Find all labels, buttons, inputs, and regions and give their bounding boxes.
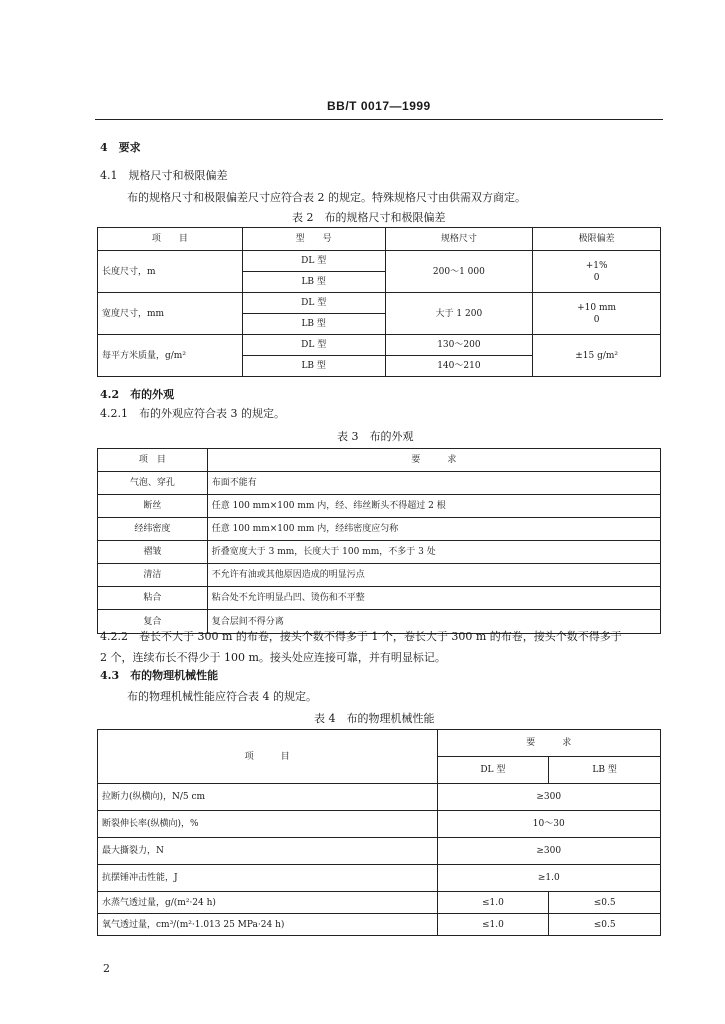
section-4-3-title: 4.3 布的物理机械性能 (100, 669, 219, 682)
table-3-requirement: 复合层间不得分离 (207, 610, 660, 634)
table-2-caption: 表 2 布的规格尺寸和极限偏差 (292, 211, 446, 224)
deviation-upper: +1% (585, 260, 608, 271)
deviation-upper: +10 mm (577, 302, 617, 313)
table-2-spec: 200～1 000 (385, 251, 533, 293)
deviation-lower: 0 (593, 314, 600, 325)
table-3-item: 气泡、穿孔 (98, 472, 208, 495)
table-3 (97, 448, 661, 634)
table-2-header-item: 项 目 (98, 228, 243, 251)
table-2-item: 宽度尺寸，mm (98, 293, 243, 335)
table-4-value: ≥300 (437, 838, 660, 865)
table-3-item: 粘合 (98, 587, 208, 610)
table-2-header-spec: 规格尺寸 (385, 228, 533, 251)
table-2-item: 每平方米质量，g/m² (98, 335, 243, 377)
table-4-value-dl: ≤1.0 (437, 892, 549, 914)
section-4-title: 4 要求 (100, 141, 141, 154)
table-2-deviation: ±15 g/m² (533, 335, 661, 377)
table-3-item: 断丝 (98, 495, 208, 518)
table-4-item: 断裂伸长率(纵横向)，% (98, 811, 438, 838)
table-4-item: 最大撕裂力，N (98, 838, 438, 865)
table-2-type: DL 型 (242, 251, 385, 272)
table-3-requirement: 任意 100 mm×100 mm 内，经、纬丝断头不得超过 2 根 (207, 495, 660, 518)
table-2-deviation (533, 251, 661, 293)
table-4-value: 10～30 (437, 811, 660, 838)
table-2-spec: 大于 1 200 (385, 293, 533, 335)
table-4-item: 拉断力(纵横向)，N/5 cm (98, 784, 438, 811)
table-2 (97, 227, 661, 377)
table-4-value-dl: ≤1.0 (437, 914, 549, 936)
table-3-requirement: 折叠宽度大于 3 mm，长度大于 100 mm，不多于 3 处 (207, 541, 660, 564)
table-2-type: DL 型 (242, 293, 385, 314)
table-2-header-deviation: 极限偏差 (533, 228, 661, 251)
table-3-item: 褶皱 (98, 541, 208, 564)
table-3-caption: 表 3 布的外观 (337, 430, 414, 443)
table-4 (97, 729, 661, 936)
table-3-item: 经纬密度 (98, 518, 208, 541)
table-2-type: LB 型 (242, 272, 385, 293)
table-3-header-requirement: 要 求 (207, 449, 660, 472)
table-4-value: ≥1.0 (437, 865, 660, 892)
table-3-item: 复合 (98, 610, 208, 634)
table-4-caption: 表 4 布的物理机械性能 (314, 712, 435, 725)
table-3-requirement: 布面不能有 (207, 472, 660, 495)
table-4-item: 水蒸气透过量，g/(m²·24 h) (98, 892, 438, 914)
section-4-2-title: 4.2 布的外观 (100, 388, 175, 401)
table-3-requirement: 粘合处不允许明显凸凹、烫伤和不平整 (207, 587, 660, 610)
table-4-item: 抗摆锤冲击性能，J (98, 865, 438, 892)
section-4-2-2-line-2: 2 个，连续布长不得少于 100 m。接头处应连接可靠，并有明显标记。 (100, 651, 446, 664)
table-2-type: LB 型 (242, 314, 385, 335)
table-4-item: 氧气透过量，cm³/(m²·1.013 25 MPa·24 h) (98, 914, 438, 936)
table-4-value-lb: ≤0.5 (549, 914, 661, 936)
table-2-item: 长度尺寸，m (98, 251, 243, 293)
table-2-spec: 130～200 (385, 335, 533, 356)
deviation-lower: 0 (593, 272, 600, 283)
table-4-header-lb: LB 型 (549, 757, 661, 784)
table-4-header-requirement: 要 求 (437, 730, 660, 757)
section-4-3-body: 布的物理机械性能应符合表 4 的规定。 (127, 690, 317, 703)
section-4-2-2-line-1: 4.2.2 卷长不大于 300 m 的布卷，接头个数不得多于 1 个，卷长大于 300 m 的布卷，接头个数不得多于 (100, 630, 622, 643)
standard-header: BB/T 0017—1999 (327, 99, 431, 113)
table-2-type: DL 型 (242, 335, 385, 356)
table-3-item: 清洁 (98, 564, 208, 587)
table-2-deviation (533, 293, 661, 335)
page-number: 2 (103, 962, 110, 975)
table-4-value-lb: ≤0.5 (549, 892, 661, 914)
section-4-2-1: 4.2.1 布的外观应符合表 3 的规定。 (100, 407, 285, 420)
section-4-1-title: 4.1 规格尺寸和极限偏差 (100, 169, 228, 182)
table-2-spec: 140～210 (385, 356, 533, 377)
header-rule (95, 119, 663, 120)
section-4-1-body: 布的规格尺寸和极限偏差尺寸应符合表 2 的规定。特殊规格尺寸由供需双方商定。 (127, 191, 526, 204)
table-2-type: LB 型 (242, 356, 385, 377)
table-4-header-item: 项 目 (98, 730, 438, 784)
table-3-header-item: 项 目 (98, 449, 208, 472)
table-3-requirement: 任意 100 mm×100 mm 内，经纬密度应匀称 (207, 518, 660, 541)
table-4-header-dl: DL 型 (437, 757, 549, 784)
table-4-value: ≥300 (437, 784, 660, 811)
table-2-header-type: 型 号 (242, 228, 385, 251)
table-3-requirement: 不允许有油或其他原因造成的明显污点 (207, 564, 660, 587)
